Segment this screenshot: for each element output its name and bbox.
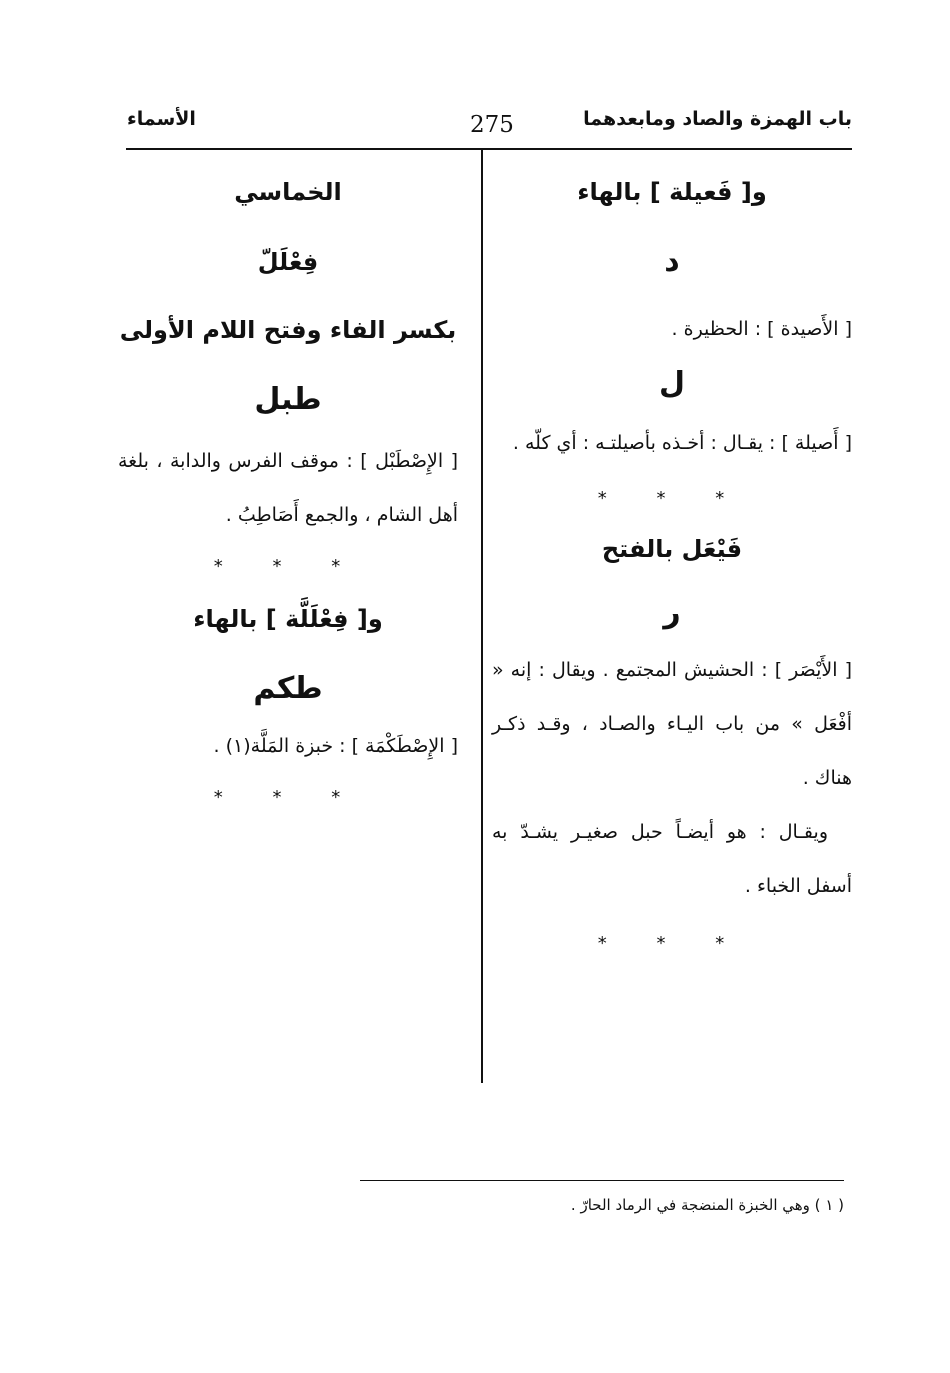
root-letter-heading: طكم [253, 671, 323, 706]
section-heading: الخماسي [234, 178, 342, 206]
section-separator: * * * [213, 556, 363, 577]
root-letter-heading: د [664, 244, 680, 279]
left-column [118, 178, 458, 808]
section-heading: و[ فَعيلة ] بالهاء [577, 178, 767, 206]
root-letter-heading: طبل [254, 382, 322, 417]
root-letter-heading: ر [663, 595, 681, 630]
dictionary-entry: [ الأَصيدة ] : الحظيرة . [671, 318, 852, 340]
section-separator: * * * [213, 787, 363, 808]
section-separator: * * * [597, 488, 747, 509]
dictionary-entry: [ الأَيْصَر ] : الحشيش المجتمع . ويقال : إنه « أفْعَل » من باب اليـاء والصـاد ، وقـد ذكـر هناك . [492, 659, 852, 789]
dictionary-entry: [ الإِصْطَكْمَة ] : خبزة المَلَّة(١) . [213, 735, 458, 757]
running-header-right: باب الهمزة والصاد ومابعدهما [583, 108, 852, 130]
footnote-rule [360, 1180, 844, 1181]
header-rule [126, 148, 852, 150]
dictionary-entry: [ أَصيلة ] : يقـال : أخـذه بأصيلتـه : أي كلّه . [512, 432, 852, 454]
section-heading: بكسر الفاء وفتح اللام الأولى [119, 316, 457, 344]
dictionary-entry: [ الإِصْطَبْل ] : موقف الفرس والدابة ، بلغة أهل الشام ، والجمع أَصَاطِبُ . [118, 450, 458, 526]
running-header-left: الأسماء [127, 108, 196, 130]
footnote: ( ١ ) وهي الخبزة المنضجة في الرماد الحارّ . [570, 1196, 844, 1214]
page-number: 275 [470, 112, 514, 138]
dictionary-entry: ويقـال : هو أيضـاً حبل صغيـر يشـدّ به أسفل الخباء . [492, 821, 852, 897]
right-column [492, 178, 852, 954]
section-heading: فَيْعَل بالفتح [601, 535, 743, 563]
section-separator: * * * [597, 933, 747, 954]
morphological-pattern: فِعْلَلّ [257, 248, 319, 276]
column-divider [481, 150, 483, 1083]
root-letter-heading: ل [658, 366, 686, 401]
section-heading: و[ فِعْلَلَّة ] بالهاء [193, 605, 383, 633]
